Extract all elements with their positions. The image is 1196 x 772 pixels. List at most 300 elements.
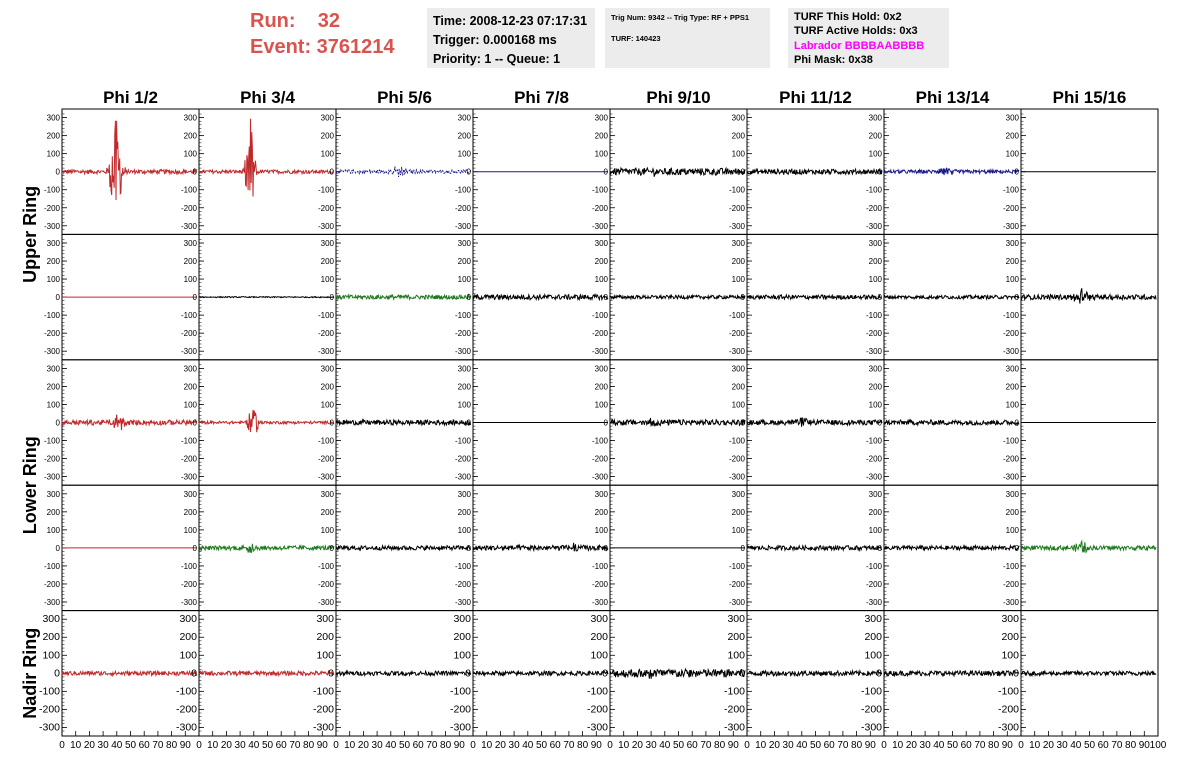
- y-tick-label: -100: [865, 311, 882, 321]
- y-tick-label: 200: [183, 382, 197, 392]
- y-tick-label: -300: [317, 221, 334, 231]
- x-tick-label: 20: [220, 740, 232, 751]
- y-tick-label: -100: [43, 185, 60, 195]
- y-tick-label: 100: [183, 525, 197, 535]
- y-tick-label: 0: [739, 667, 745, 680]
- y-tick-label: 100: [1005, 525, 1019, 535]
- y-tick-label: -300: [43, 221, 60, 231]
- y-tick-label: 0: [191, 667, 197, 680]
- y-tick-label: -100: [865, 185, 882, 195]
- x-tick-label: 20: [357, 740, 369, 751]
- y-tick-label: 0: [55, 543, 60, 553]
- waveform-trace: [610, 669, 745, 679]
- y-tick-label: -200: [317, 579, 334, 589]
- x-tick-label: 80: [988, 740, 1000, 751]
- y-tick-label: 300: [590, 613, 608, 626]
- waveform-trace: [62, 415, 197, 430]
- x-tick-label: 10: [70, 740, 82, 751]
- waveform-trace: [62, 671, 197, 675]
- y-tick-label: 300: [864, 613, 882, 626]
- waveform-trace: [199, 544, 334, 553]
- y-tick-label: -200: [1002, 454, 1019, 464]
- x-tick-label: 20: [768, 740, 780, 751]
- x-tick-label: 10: [755, 740, 767, 751]
- x-tick-label: 70: [974, 740, 986, 751]
- y-tick-label: 100: [46, 275, 60, 285]
- y-tick-label: 100: [457, 525, 471, 535]
- waveform-trace: [610, 418, 745, 426]
- y-tick-label: 200: [731, 131, 745, 141]
- y-tick-label: -300: [449, 721, 471, 734]
- y-tick-label: 100: [183, 400, 197, 410]
- y-tick-label: -300: [1002, 347, 1019, 357]
- y-tick-label: 100: [316, 649, 334, 662]
- y-tick-label: -100: [317, 436, 334, 446]
- x-tick-label: 20: [494, 740, 506, 751]
- y-tick-label: 300: [320, 113, 334, 123]
- y-tick-label: -300: [454, 347, 471, 357]
- y-tick-label: -200: [449, 703, 471, 716]
- y-tick-label: 300: [46, 113, 60, 123]
- waveform-trace: [199, 297, 334, 298]
- waveform-trace: [199, 671, 334, 675]
- y-tick-label: -200: [454, 329, 471, 339]
- y-tick-label: 200: [731, 382, 745, 392]
- y-tick-label: 200: [179, 631, 197, 644]
- y-tick-label: -300: [591, 221, 608, 231]
- x-tick-label: 10: [618, 740, 630, 751]
- y-tick-label: -200: [728, 329, 745, 339]
- y-tick-label: -300: [1002, 472, 1019, 482]
- y-tick-label: -200: [180, 579, 197, 589]
- x-tick-label: 40: [933, 740, 945, 751]
- y-tick-label: 100: [1001, 649, 1019, 662]
- x-tick-label: 80: [851, 740, 863, 751]
- x-tick-label: 70: [700, 740, 712, 751]
- y-tick-label: -100: [728, 561, 745, 571]
- y-tick-label: 0: [54, 667, 60, 680]
- y-tick-label: 100: [183, 149, 197, 159]
- y-tick-label: 300: [727, 613, 745, 626]
- column-title: Phi 15/16: [1052, 88, 1127, 107]
- waveform-trace: [747, 546, 882, 550]
- y-tick-label: 0: [877, 418, 882, 428]
- turf-number: TURF: 140423: [611, 34, 661, 43]
- event-time: Time: 2008-12-23 07:17:31: [433, 14, 588, 28]
- y-tick-label: 200: [42, 631, 60, 644]
- y-tick-label: 300: [42, 613, 60, 626]
- y-tick-label: 0: [466, 167, 471, 177]
- y-tick-label: -200: [591, 329, 608, 339]
- waveform-trace: [473, 293, 608, 303]
- x-tick-label: 90: [727, 740, 739, 751]
- y-tick-label: 0: [1013, 667, 1019, 680]
- y-tick-label: 200: [46, 382, 60, 392]
- x-tick-label: 30: [645, 740, 657, 751]
- x-tick-label: 30: [97, 740, 109, 751]
- x-tick-label: 80: [166, 740, 178, 751]
- y-tick-label: -200: [43, 579, 60, 589]
- y-tick-label: 0: [1014, 543, 1019, 553]
- y-tick-label: 300: [1005, 364, 1019, 374]
- y-tick-label: -300: [865, 597, 882, 607]
- x-tick-label: 10: [207, 740, 219, 751]
- waveform-trace: [610, 295, 745, 299]
- x-tick-label: 50: [398, 740, 411, 751]
- waveform-trace: [1021, 671, 1156, 675]
- y-tick-label: -300: [43, 472, 60, 482]
- y-tick-label: 0: [877, 293, 882, 303]
- x-tick-label: 30: [234, 740, 246, 751]
- y-tick-label: -200: [454, 454, 471, 464]
- x-tick-label: 90: [1001, 740, 1013, 751]
- y-tick-label: -200: [180, 203, 197, 213]
- x-tick-label: 60: [412, 740, 424, 751]
- y-tick-label: 0: [192, 418, 197, 428]
- y-tick-label: 200: [1005, 257, 1019, 267]
- y-tick-label: 200: [727, 631, 745, 644]
- y-tick-label: -100: [180, 311, 197, 321]
- x-tick-label: 50: [809, 740, 822, 751]
- y-tick-label: 100: [731, 525, 745, 535]
- x-tick-label: 60: [1097, 740, 1109, 751]
- x-tick-label: 30: [371, 740, 383, 751]
- x-tick-label: 40: [1070, 740, 1082, 751]
- x-tick-label: 80: [714, 740, 726, 751]
- x-tick-label: 20: [83, 740, 95, 751]
- y-tick-label: 0: [55, 293, 60, 303]
- y-tick-label: -300: [180, 597, 197, 607]
- y-tick-label: -200: [865, 579, 882, 589]
- y-tick-label: 200: [320, 507, 334, 517]
- y-tick-label: -300: [865, 472, 882, 482]
- x-tick-label: 30: [508, 740, 520, 751]
- y-tick-label: 200: [457, 507, 471, 517]
- y-tick-label: -300: [586, 721, 608, 734]
- y-tick-label: 300: [457, 364, 471, 374]
- phi-mask: Phi Mask: 0x38: [794, 53, 873, 66]
- y-tick-label: -100: [317, 185, 334, 195]
- y-tick-label: 0: [192, 543, 197, 553]
- y-tick-label: -300: [591, 347, 608, 357]
- y-tick-label: -200: [180, 329, 197, 339]
- y-tick-label: -200: [591, 203, 608, 213]
- y-tick-label: 100: [731, 400, 745, 410]
- y-tick-label: 200: [1005, 507, 1019, 517]
- y-tick-label: 100: [594, 525, 608, 535]
- y-tick-label: -300: [997, 721, 1019, 734]
- x-tick-label: 50: [946, 740, 959, 751]
- y-tick-label: 200: [457, 131, 471, 141]
- y-tick-label: -100: [1002, 561, 1019, 571]
- y-tick-label: 100: [320, 149, 334, 159]
- y-tick-label: -300: [454, 221, 471, 231]
- waveform-trace: [884, 546, 1019, 550]
- x-tick-label: 60: [549, 740, 561, 751]
- y-tick-label: 0: [328, 667, 334, 680]
- y-tick-label: 0: [877, 543, 882, 553]
- y-tick-label: 0: [740, 543, 745, 553]
- waveform-trace: [336, 295, 471, 299]
- y-tick-label: -100: [865, 561, 882, 571]
- y-tick-label: -300: [43, 347, 60, 357]
- y-tick-label: 300: [731, 113, 745, 123]
- y-tick-label: -100: [591, 185, 608, 195]
- y-tick-label: -200: [1002, 203, 1019, 213]
- waveform-trace: [747, 671, 882, 676]
- y-tick-label: 200: [594, 131, 608, 141]
- y-tick-label: 200: [316, 631, 334, 644]
- x-tick-label: 0: [196, 740, 202, 751]
- y-tick-label: -300: [43, 597, 60, 607]
- waveform-trace: [884, 168, 1019, 175]
- y-tick-label: -300: [728, 347, 745, 357]
- y-tick-label: -200: [454, 203, 471, 213]
- y-tick-label: 300: [320, 239, 334, 249]
- y-tick-label: 100: [868, 525, 882, 535]
- y-tick-label: 0: [1014, 167, 1019, 177]
- y-tick-label: 0: [603, 543, 608, 553]
- y-tick-label: 200: [46, 131, 60, 141]
- waveform-trace: [1021, 541, 1156, 552]
- x-tick-label: 70: [152, 740, 164, 751]
- y-tick-label: 200: [868, 257, 882, 267]
- y-tick-label: 100: [457, 149, 471, 159]
- y-tick-label: 200: [594, 382, 608, 392]
- waveform-trace: [884, 671, 1019, 676]
- x-tick-label: 60: [275, 740, 287, 751]
- y-tick-label: 0: [465, 667, 471, 680]
- y-tick-label: -100: [38, 685, 60, 698]
- column-title: Phi 1/2: [103, 88, 158, 107]
- y-tick-label: -200: [1002, 329, 1019, 339]
- y-tick-label: 0: [329, 293, 334, 303]
- y-tick-label: 300: [868, 113, 882, 123]
- y-tick-label: -100: [591, 311, 608, 321]
- waveform-trace: [336, 420, 471, 425]
- y-tick-label: 300: [453, 613, 471, 626]
- y-tick-label: 300: [183, 239, 197, 249]
- x-tick-label: 40: [659, 740, 671, 751]
- y-tick-label: 100: [868, 400, 882, 410]
- y-tick-label: -100: [454, 311, 471, 321]
- waveform-trace: [199, 119, 334, 197]
- x-tick-label: 60: [686, 740, 698, 751]
- y-tick-label: 0: [876, 667, 882, 680]
- x-tick-label: 10: [344, 740, 356, 751]
- y-tick-label: 300: [868, 489, 882, 499]
- x-tick-label: 60: [960, 740, 972, 751]
- y-tick-label: 100: [594, 149, 608, 159]
- y-tick-label: 0: [603, 167, 608, 177]
- x-tick-label: 50: [1083, 740, 1096, 751]
- y-tick-label: 300: [868, 364, 882, 374]
- waveform-trace: [199, 410, 334, 432]
- x-tick-label: 100: [1149, 740, 1167, 751]
- y-tick-label: -100: [454, 561, 471, 571]
- y-tick-label: 200: [731, 507, 745, 517]
- y-tick-label: -200: [865, 454, 882, 464]
- y-tick-label: 300: [457, 239, 471, 249]
- waveform-trace: [336, 546, 471, 550]
- y-tick-label: 0: [740, 418, 745, 428]
- y-tick-label: 200: [320, 382, 334, 392]
- waveform-trace: [62, 121, 197, 200]
- y-tick-label: 0: [603, 418, 608, 428]
- y-tick-label: -300: [180, 347, 197, 357]
- y-tick-label: -300: [175, 721, 197, 734]
- y-tick-label: 200: [457, 382, 471, 392]
- x-tick-label: 0: [607, 740, 613, 751]
- y-tick-label: 100: [1005, 149, 1019, 159]
- y-tick-label: 100: [594, 275, 608, 285]
- waveform-trace: [473, 543, 608, 552]
- x-tick-label: 40: [522, 740, 534, 751]
- column-title: Phi 11/12: [779, 88, 852, 107]
- y-tick-label: 0: [602, 667, 608, 680]
- x-tick-label: 50: [535, 740, 548, 751]
- y-tick-label: -300: [865, 221, 882, 231]
- y-tick-label: 300: [1005, 489, 1019, 499]
- x-tick-label: 40: [111, 740, 123, 751]
- y-tick-label: -200: [865, 203, 882, 213]
- y-tick-label: 100: [590, 649, 608, 662]
- turf-this-hold: TURF This Hold: 0x2: [794, 11, 902, 23]
- waveform-trace: [884, 420, 1019, 425]
- x-tick-label: 40: [796, 740, 808, 751]
- waveform-trace: [747, 295, 882, 299]
- x-tick-label: 60: [823, 740, 835, 751]
- x-tick-label: 80: [1125, 740, 1137, 751]
- y-tick-label: -100: [591, 561, 608, 571]
- column-title: Phi 7/8: [514, 88, 569, 107]
- y-tick-label: 0: [603, 293, 608, 303]
- run-number: Run: 32: [250, 10, 341, 32]
- y-tick-label: 200: [594, 507, 608, 517]
- y-tick-label: -100: [180, 185, 197, 195]
- y-tick-label: -100: [728, 436, 745, 446]
- waveform-trace: [747, 169, 882, 175]
- y-tick-label: 200: [590, 631, 608, 644]
- y-tick-label: 200: [1001, 631, 1019, 644]
- y-tick-label: -200: [865, 329, 882, 339]
- y-tick-label: -200: [728, 203, 745, 213]
- y-tick-label: -300: [454, 597, 471, 607]
- y-tick-label: -200: [312, 703, 334, 716]
- y-tick-label: -300: [1002, 597, 1019, 607]
- x-tick-label: 20: [905, 740, 917, 751]
- y-tick-label: -100: [1002, 311, 1019, 321]
- y-tick-label: -100: [454, 436, 471, 446]
- y-tick-label: 200: [1005, 382, 1019, 392]
- waveform-trace: [610, 168, 745, 177]
- y-tick-label: 300: [320, 364, 334, 374]
- y-tick-label: 300: [457, 113, 471, 123]
- y-tick-label: 100: [731, 149, 745, 159]
- y-tick-label: 0: [740, 167, 745, 177]
- y-tick-label: -100: [175, 685, 197, 698]
- x-tick-label: 60: [138, 740, 150, 751]
- y-tick-label: -100: [180, 561, 197, 571]
- y-tick-label: 100: [320, 275, 334, 285]
- x-tick-label: 0: [881, 740, 887, 751]
- y-tick-label: 300: [457, 489, 471, 499]
- y-tick-label: 0: [466, 293, 471, 303]
- y-tick-label: -200: [860, 703, 882, 716]
- y-tick-label: -300: [180, 472, 197, 482]
- x-tick-label: 90: [590, 740, 602, 751]
- y-tick-label: 100: [320, 525, 334, 535]
- y-tick-label: -100: [865, 436, 882, 446]
- y-tick-label: 300: [46, 364, 60, 374]
- y-tick-label: -200: [317, 203, 334, 213]
- y-tick-label: 300: [1005, 239, 1019, 249]
- x-tick-label: 0: [470, 740, 476, 751]
- x-tick-label: 70: [837, 740, 849, 751]
- y-tick-label: 100: [594, 400, 608, 410]
- y-tick-label: -300: [728, 597, 745, 607]
- y-tick-label: 200: [864, 631, 882, 644]
- priority-queue: Priority: 1 -- Queue: 1: [433, 52, 561, 66]
- x-tick-label: 30: [919, 740, 931, 751]
- y-tick-label: -100: [454, 185, 471, 195]
- y-tick-label: -100: [1002, 185, 1019, 195]
- waveform-trace: [884, 295, 1019, 299]
- y-tick-label: -100: [180, 436, 197, 446]
- x-tick-label: 0: [333, 740, 339, 751]
- y-tick-label: 300: [46, 239, 60, 249]
- ring-label: Lower Ring: [20, 436, 40, 535]
- y-tick-label: -200: [317, 454, 334, 464]
- x-tick-label: 80: [303, 740, 315, 751]
- y-tick-label: 300: [731, 489, 745, 499]
- column-title: Phi 5/6: [377, 88, 432, 107]
- y-tick-label: 300: [731, 364, 745, 374]
- y-tick-label: -200: [723, 703, 745, 716]
- y-tick-label: -100: [860, 685, 882, 698]
- y-tick-label: 100: [868, 275, 882, 285]
- y-tick-label: 100: [731, 275, 745, 285]
- y-tick-label: 0: [466, 418, 471, 428]
- y-tick-label: 100: [179, 649, 197, 662]
- y-tick-label: -100: [317, 561, 334, 571]
- x-tick-label: 0: [59, 740, 65, 751]
- y-tick-label: 300: [320, 489, 334, 499]
- trig-num-type: Trig Num: 9342 -- Trig Type: RF + PPS1: [611, 13, 750, 22]
- y-tick-label: -300: [723, 721, 745, 734]
- y-tick-label: 200: [868, 382, 882, 392]
- x-tick-label: 80: [577, 740, 589, 751]
- y-tick-label: -100: [723, 685, 745, 698]
- y-tick-label: 200: [183, 507, 197, 517]
- turf-active-holds: TURF Active Holds: 0x3: [794, 25, 918, 38]
- y-tick-label: -300: [591, 597, 608, 607]
- y-tick-label: -200: [586, 703, 608, 716]
- y-tick-label: -100: [586, 685, 608, 698]
- y-tick-label: 300: [731, 239, 745, 249]
- y-tick-label: -200: [38, 703, 60, 716]
- y-tick-label: -200: [728, 579, 745, 589]
- x-tick-label: 90: [316, 740, 328, 751]
- y-tick-label: 0: [329, 167, 334, 177]
- y-tick-label: -300: [860, 721, 882, 734]
- y-tick-label: 300: [868, 239, 882, 249]
- ring-label: Nadir Ring: [20, 627, 40, 719]
- y-tick-label: 200: [320, 257, 334, 267]
- y-tick-label: -300: [728, 221, 745, 231]
- y-tick-label: -300: [591, 472, 608, 482]
- y-tick-label: 300: [183, 364, 197, 374]
